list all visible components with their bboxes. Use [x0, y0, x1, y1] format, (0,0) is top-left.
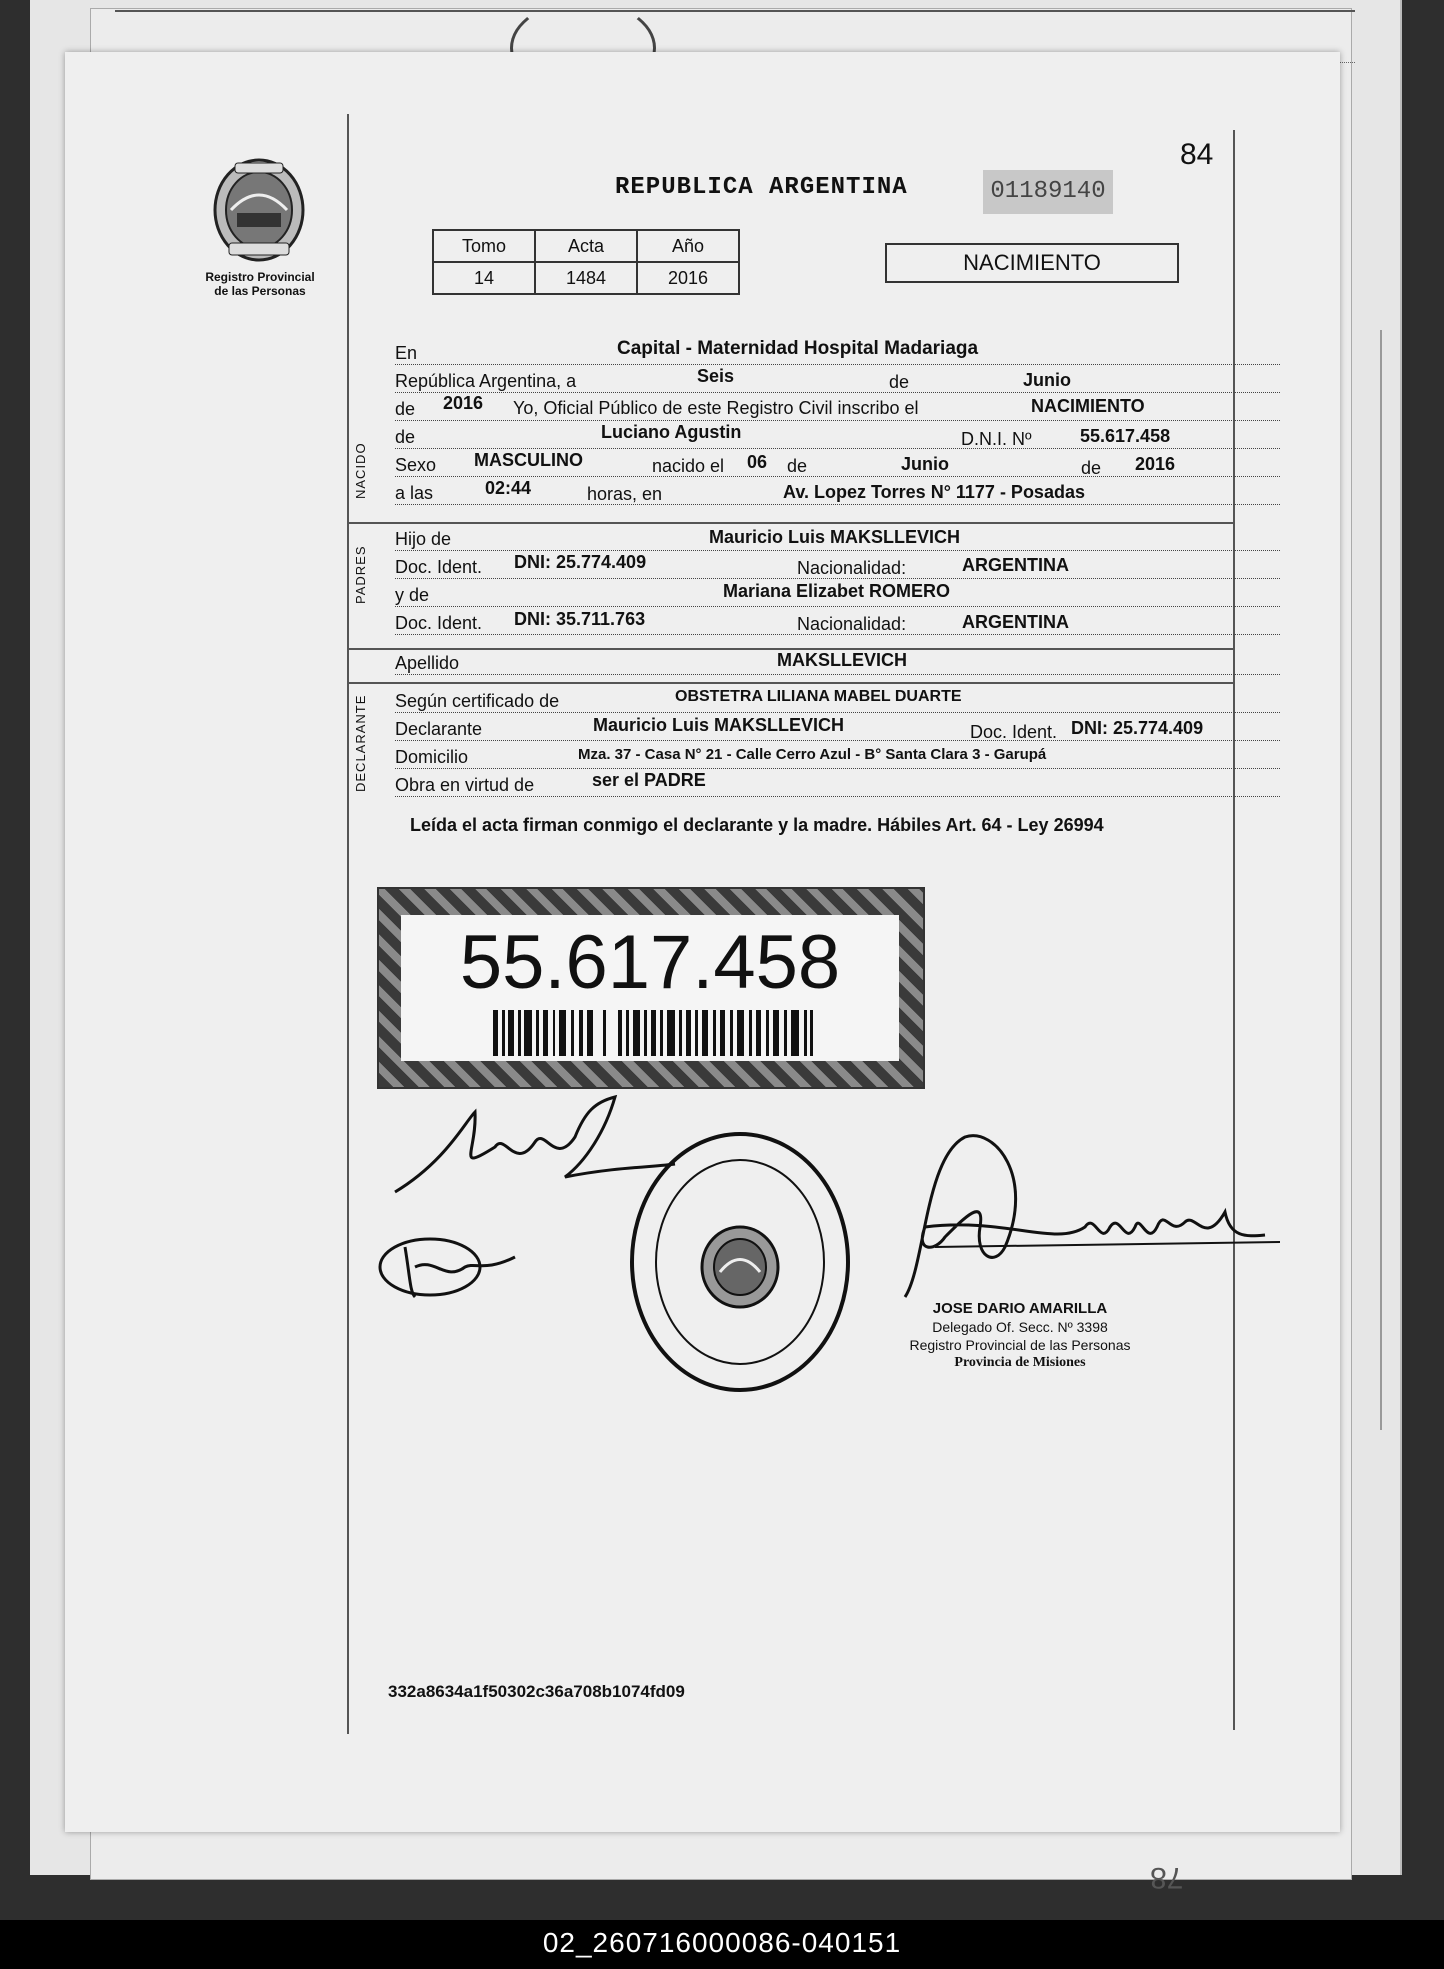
value-sex: MASCULINO: [474, 450, 583, 470]
document-hash: 332a8634a1f50302c36a708b1074fd09: [388, 1682, 685, 1701]
value-father-doc: DNI: 25.774.409: [514, 552, 647, 572]
registry-label-line-1: Registro Provincial: [205, 270, 315, 284]
country-title: REPUBLICA ARGENTINA: [615, 174, 908, 201]
label-sexo: Sexo: [395, 455, 437, 475]
registry-official-seal: [625, 1127, 855, 1397]
label-y-de: y de: [395, 585, 430, 605]
officer-text: Yo, Oficial Público de este Registro Civil inscribo el: [513, 398, 919, 418]
label-hijo-de: Hijo de: [395, 529, 452, 549]
label-nacionalidad-2: Nacionalidad:: [797, 614, 907, 634]
value-inscribe: NACIMIENTO: [1031, 396, 1145, 416]
line-obra: [395, 774, 1280, 797]
side-label-declarante: DECLARANTE: [353, 694, 368, 792]
label-doc-2: Doc. Ident.: [395, 613, 483, 633]
registry-label-line-2: de las Personas: [214, 284, 306, 298]
official-signature-block: [870, 1300, 1170, 1372]
value-birth-time: 02:44: [485, 478, 532, 498]
side-label-nacido: NACIDO: [353, 442, 368, 499]
value-birth-month: Junio: [901, 454, 949, 474]
official-signature: [885, 1117, 1285, 1317]
value-obra: ser el PADRE: [592, 770, 706, 790]
barcode-stamp: [377, 887, 925, 1089]
official-role: Delegado Of. Secc. Nº 3398: [932, 1319, 1108, 1335]
barcode-number: 55.617.458: [459, 920, 841, 1005]
scan-footer-id: 02_260716000086-040151: [0, 1920, 1444, 1969]
value-domicile: Mza. 37 - Casa N° 21 - Calle Cerro Azul - B° Santa Clara 3 - Garupá: [578, 746, 1047, 763]
section-separator: [347, 522, 1233, 524]
reading-note: Leída el acta firman conmigo el declarante y la madre. Hábiles Art. 64 - Ley 26994: [410, 815, 1104, 835]
official-office: Registro Provincial de las Personas: [909, 1337, 1131, 1353]
table-value-acta: 1484: [535, 262, 637, 294]
label-a-las: a las: [395, 483, 434, 503]
value-month: Junio: [1023, 370, 1071, 390]
section-separator: [347, 682, 1233, 684]
label-en: En: [395, 343, 418, 363]
value-year: 2016: [443, 393, 484, 413]
tomo-acta-anio-table: [432, 229, 740, 295]
value-certificate: OBSTETRA LILIANA MABEL DUARTE: [675, 688, 962, 705]
label-segun: Según certificado de: [395, 691, 560, 711]
label-de-3: de: [395, 427, 416, 447]
registry-label: [190, 270, 330, 298]
official-province: Provincia de Misiones: [954, 1355, 1086, 1370]
binder-edge: [1380, 330, 1422, 1430]
value-surname: MAKSLLEVICH: [777, 650, 907, 670]
table-value-anio: 2016: [637, 262, 739, 294]
underlying-page-number: 78: [1150, 1861, 1184, 1894]
value-mother-doc: DNI: 35.711.763: [514, 609, 646, 629]
label-doc-3: Doc. Ident.: [970, 722, 1058, 742]
label-doc-1: Doc. Ident.: [395, 557, 483, 577]
label-declarante: Declarante: [395, 719, 483, 739]
official-name: JOSE DARIO AMARILLA: [932, 1300, 1108, 1317]
value-child-dni: 55.617.458: [1080, 426, 1171, 446]
value-birth-address: Av. Lopez Torres N° 1177 - Posadas: [783, 482, 1085, 502]
label-horas: horas, en: [587, 484, 663, 504]
table-header-tomo: Tomo: [433, 230, 535, 262]
line-date: [395, 370, 1280, 393]
label-de-1: de: [889, 372, 910, 392]
table-value-tomo: 14: [433, 262, 535, 294]
label-republica: República Argentina, a: [395, 371, 577, 391]
value-day-word: Seis: [697, 366, 735, 386]
label-apellido: Apellido: [395, 653, 460, 673]
label-de-5: de: [1081, 458, 1102, 478]
value-birth-day: 06: [747, 452, 768, 472]
value-father-nationality: ARGENTINA: [962, 555, 1069, 575]
label-de-2: de: [395, 399, 416, 419]
mother-signature: [375, 1227, 525, 1307]
side-label-padres: PADRES: [353, 545, 368, 604]
label-domicilio: Domicilio: [395, 747, 469, 767]
label-obra: Obra en virtud de: [395, 775, 535, 795]
value-declarant-name: Mauricio Luis MAKSLLEVICH: [593, 715, 845, 735]
document-serial: 01189140: [983, 170, 1113, 214]
barcode-panel: [401, 915, 899, 1061]
birth-certificate-page: [65, 52, 1340, 1832]
label-nacionalidad-1: Nacionalidad:: [797, 558, 907, 578]
value-child-name: Luciano Agustin: [601, 422, 742, 442]
value-birth-year: 2016: [1135, 454, 1176, 474]
page-number: 84: [1180, 138, 1214, 171]
value-mother-nationality: ARGENTINA: [962, 612, 1069, 632]
value-declarant-doc: DNI: 25.774.409: [1071, 718, 1204, 738]
table-header-anio: Año: [637, 230, 739, 262]
label-de-4: de: [787, 456, 808, 476]
barcode-icon: [493, 1010, 813, 1056]
act-type-box: NACIMIENTO: [885, 243, 1179, 283]
value-place: Capital - Maternidad Hospital Madariaga: [617, 338, 979, 359]
value-mother-name: Mariana Elizabet ROMERO: [723, 581, 951, 601]
label-nacido: nacido el: [652, 456, 725, 476]
label-dni: D.N.I. Nº: [961, 429, 1032, 449]
province-coat-of-arms-icon: [209, 155, 309, 265]
left-margin-line: [347, 114, 349, 1734]
value-father-name: Mauricio Luis MAKSLLEVICH: [709, 527, 961, 547]
table-header-acta: Acta: [535, 230, 637, 262]
